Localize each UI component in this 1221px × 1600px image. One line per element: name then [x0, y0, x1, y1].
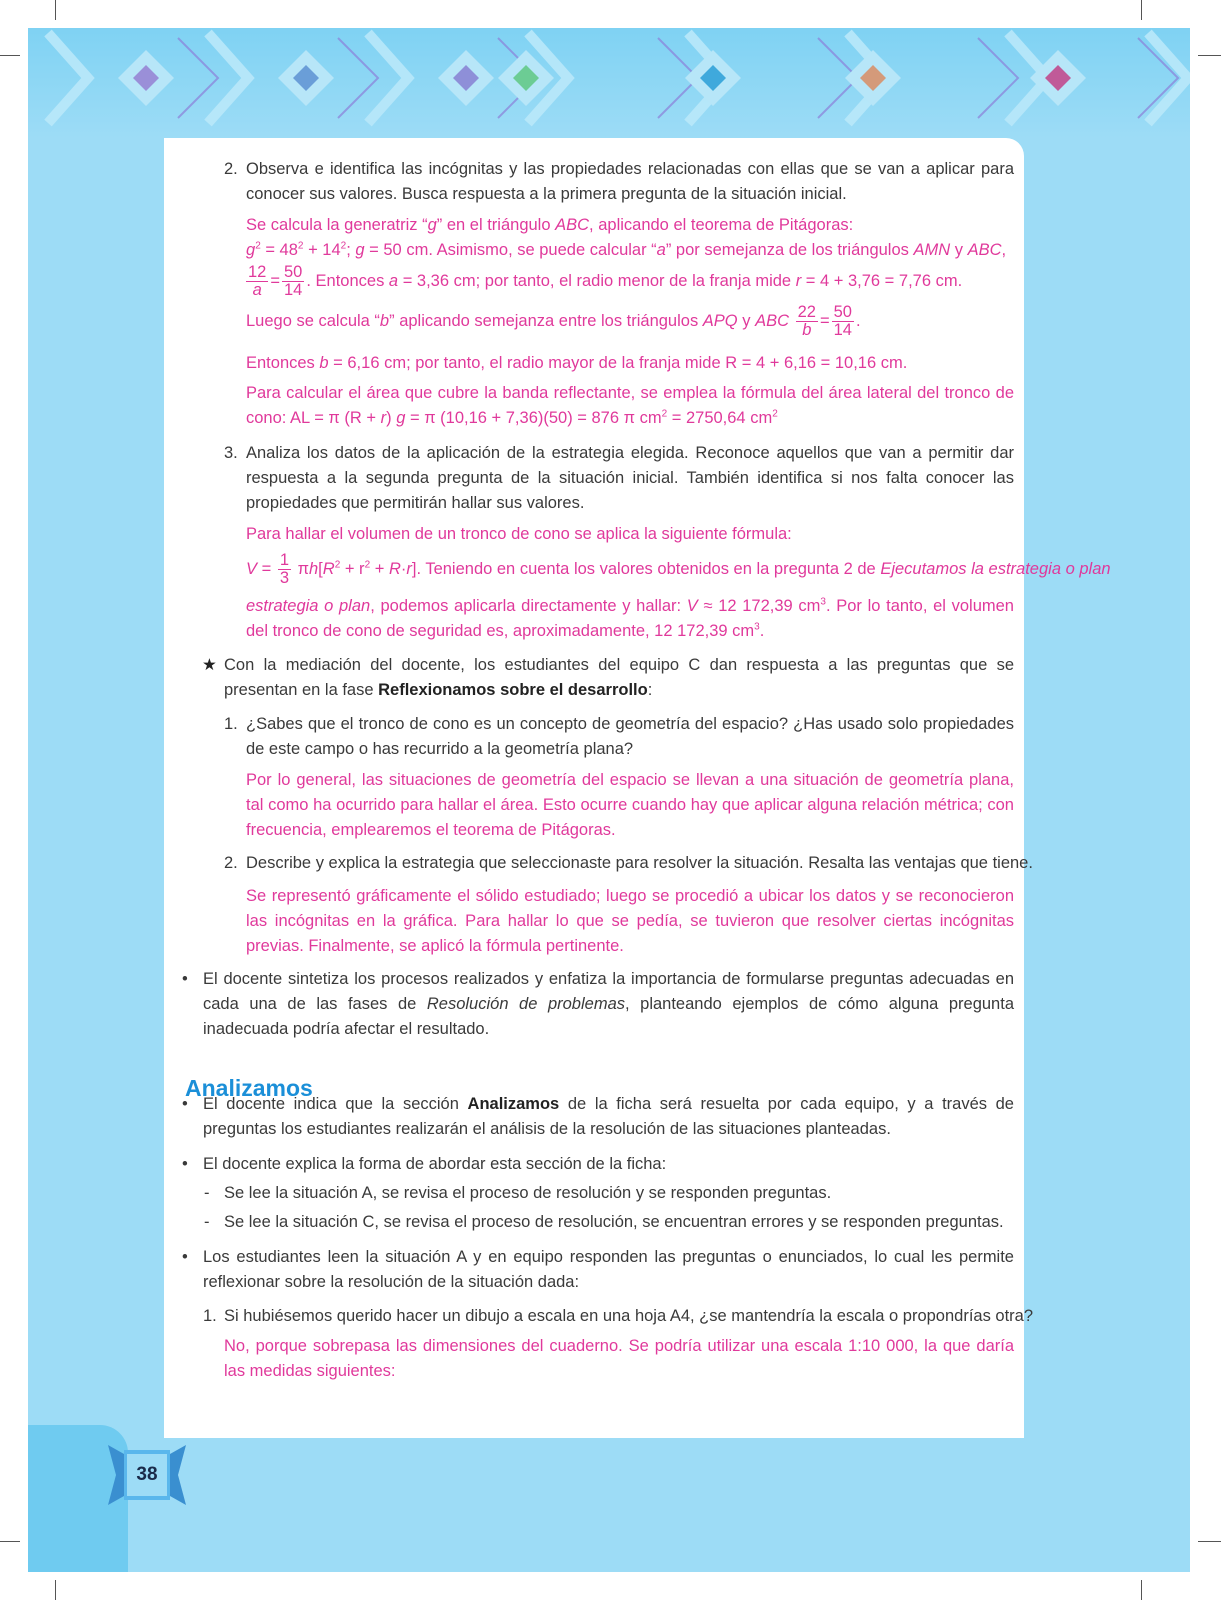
step-2-answer-line-2: $g^2 = 48^2 + 14^2$; g = 50 cm. Asimismo, se puede calcular “a” por semejanza de los triángulos AMN y ABC, — [246, 240, 1007, 259]
reflect-2-answer: Se representó gráficamente el sólido estudiado; luego se procedió a ubicar los datos y se reconocieron las incógnitas en la gráfica. Para hallar lo que se pedía, se tuvieron que resolver ciertas incógnitas previas. Finalmente, se aplicó la fórmula pertinente. — [246, 887, 1014, 955]
reflect-2-number: 2. — [224, 854, 238, 872]
trim-mark — [1198, 1541, 1221, 1542]
final-question: Si hubiésemos querido hacer un dibujo a escala en una hoja A4, ¿se mantendría la escala o propondrías otra? — [224, 1307, 1034, 1325]
step-3-answer-formula: V = $\frac{1}{3}$ $\pi h[R^2 + r^2 + R\cdot r]$. Teniendo en cuenta los valores obtenidos en la pregunta 2 de Ejecutamos la estrategia o plan — [246, 551, 1111, 587]
trim-mark — [0, 55, 20, 56]
step-2-instruction: Observa e identifica las incógnitas y las propiedades relacionadas con ellas que se van a aplicar para conocer sus valores. Busca respuesta a la primera pregunta de la situación inicial. — [246, 160, 1014, 203]
star-icon: ★ — [202, 656, 217, 674]
reflect-1-answer: Por lo general, las situaciones de geometría del espacio se llevan a una situación de geometría plana, tal como ha ocurrido para hallar el área. Esto ocurre cuando hay que aplicar alguna relación métrica; con frecuencia, emplearemos el teorema de Pitágoras. — [246, 771, 1014, 839]
dash-item-2: Se lee la situación C, se revisa el proceso de resolución, se encuentran errores y se responden preguntas. — [224, 1213, 1004, 1231]
fraction-50-over-14: $\frac{50}{14}$ — [833, 303, 852, 339]
fraction-12-over-a: $\frac{12}{a}$ — [248, 263, 267, 299]
step-3-instruction: Analiza los datos de la aplicación de la estrategia elegida. Reconoce aquellos que van a permitir dar respuesta a la segunda pregunta de la situación inicial. También identifica si nos falta conocer las propiedades que permitirán hallar sus valores. — [246, 444, 1014, 512]
step-2-answer-line-5: Entonces b = 6,16 cm; por tanto, el radio mayor de la franja mide R = 4 + 6,16 = 10,16 cm. — [246, 354, 908, 372]
bullet-1-paragraph: El docente sintetiza los procesos realizados y enfatiza la importancia de formularse preguntas adecuadas en cada una de las fases de Resolución de problemas, planteando ejemplos de cómo alguna pregunta inadecuada podría afectar el resultado. — [203, 970, 1014, 1038]
step-3-answer-line-1: Para hallar el volumen de un tronco de cono se aplica la siguiente fórmula: — [246, 525, 792, 543]
step-2-answer-line-3: $\frac{12}{a}$ = $\frac{50}{14}$ . Entonces a = 3,36 cm; por tanto, el radio menor de la franja mide r = 4 + 3,76 = 7,76 cm. — [248, 263, 963, 299]
bullet-mark: • — [182, 1155, 188, 1173]
step-2-answer-line-1: Se calcula la generatriz “g” en el triángulo ABC, aplicando el teorema de Pitágoras: — [246, 216, 854, 234]
fraction-50-over-14: $\frac{50}{14}$ — [284, 263, 303, 299]
star-paragraph: Con la mediación del docente, los estudiantes del equipo C dan respuesta a las preguntas que se presentan en la fase Reflexionamos sobre el desarrollo: — [224, 656, 1014, 699]
trim-mark — [55, 1580, 56, 1600]
fraction-1-over-3: $\frac{1}{3}$ — [279, 551, 290, 587]
reflect-1-number: 1. — [224, 715, 238, 733]
bullet-mark: • — [182, 970, 188, 988]
step-2-number: 2. — [224, 160, 238, 178]
page-number: 38 — [136, 1464, 158, 1485]
bullet-mark: • — [182, 1248, 188, 1266]
trim-mark — [1141, 0, 1142, 20]
trim-mark — [0, 1541, 20, 1542]
reflect-1-question: ¿Sabes que el tronco de cono es un concepto de geometría del espacio? ¿Has usado solo propiedades de este campo o has recurrido a la geometría plana? — [246, 715, 1014, 758]
final-answer: No, porque sobrepasa las dimensiones del cuaderno. Se podría utilizar una escala 1:10 000, la que daría las medidas siguientes: — [224, 1337, 1014, 1380]
step-3-answer-result: estrategia o plan, podemos aplicarla directamente y hallar: V ≈ 12 172,39 $cm^3$. Por lo tanto, el volumen del tronco de cono de seguridad es, aproximadamente, 12 172,39 $cm^3$. — [246, 596, 1014, 640]
trim-mark — [1198, 55, 1221, 56]
bullet-4-paragraph: Los estudiantes leen la situación A y en equipo responden las preguntas o enunciados, lo cual les permite reflexionar sobre la resolución de la situación dada: — [203, 1248, 1014, 1291]
dash-mark: - — [204, 1213, 210, 1231]
section-heading-analizamos: Analizamos — [185, 1075, 313, 1101]
trim-mark — [1141, 1580, 1142, 1600]
step-2-answer-area: Para calcular el área que cubre la banda reflectante, se emplea la fórmula del área lateral del tronco de cono: AL = π (R + r) g = π (10,16 + 7,36)(50) = 876 π $cm^2 = 2750,64$ $cm^2$ — [246, 384, 1014, 427]
dash-item-1: Se lee la situación A, se revisa el proceso de resolución y se responden preguntas. — [224, 1184, 832, 1202]
bullet-3-paragraph: El docente explica la forma de abordar esta sección de la ficha: — [203, 1155, 667, 1173]
bullet-2-paragraph: El docente indica que la sección Analizamos de la ficha será resuelta por cada equipo, y a través de preguntas los estudiantes realizarán el análisis de la resolución de las situaciones planteadas. — [203, 1095, 1014, 1138]
bullet-mark: • — [182, 1095, 188, 1113]
final-question-number: 1. — [203, 1307, 217, 1325]
step-2-answer-line-4: Luego se calcula “b” aplicando semejanza entre los triángulos APQ y ABC $\frac{22}{b}$ = $\frac{50}{14}$ . — [246, 303, 861, 339]
trim-mark — [55, 0, 56, 20]
dash-mark: - — [204, 1184, 210, 1202]
decorative-banner — [28, 28, 1190, 138]
step-3-number: 3. — [224, 444, 238, 462]
fraction-22-over-b: $\frac{22}{b}$ — [797, 303, 816, 339]
reflect-2-question: Describe y explica la estrategia que seleccionaste para resolver la situación. Resalta las ventajas que tiene. — [246, 854, 1033, 872]
